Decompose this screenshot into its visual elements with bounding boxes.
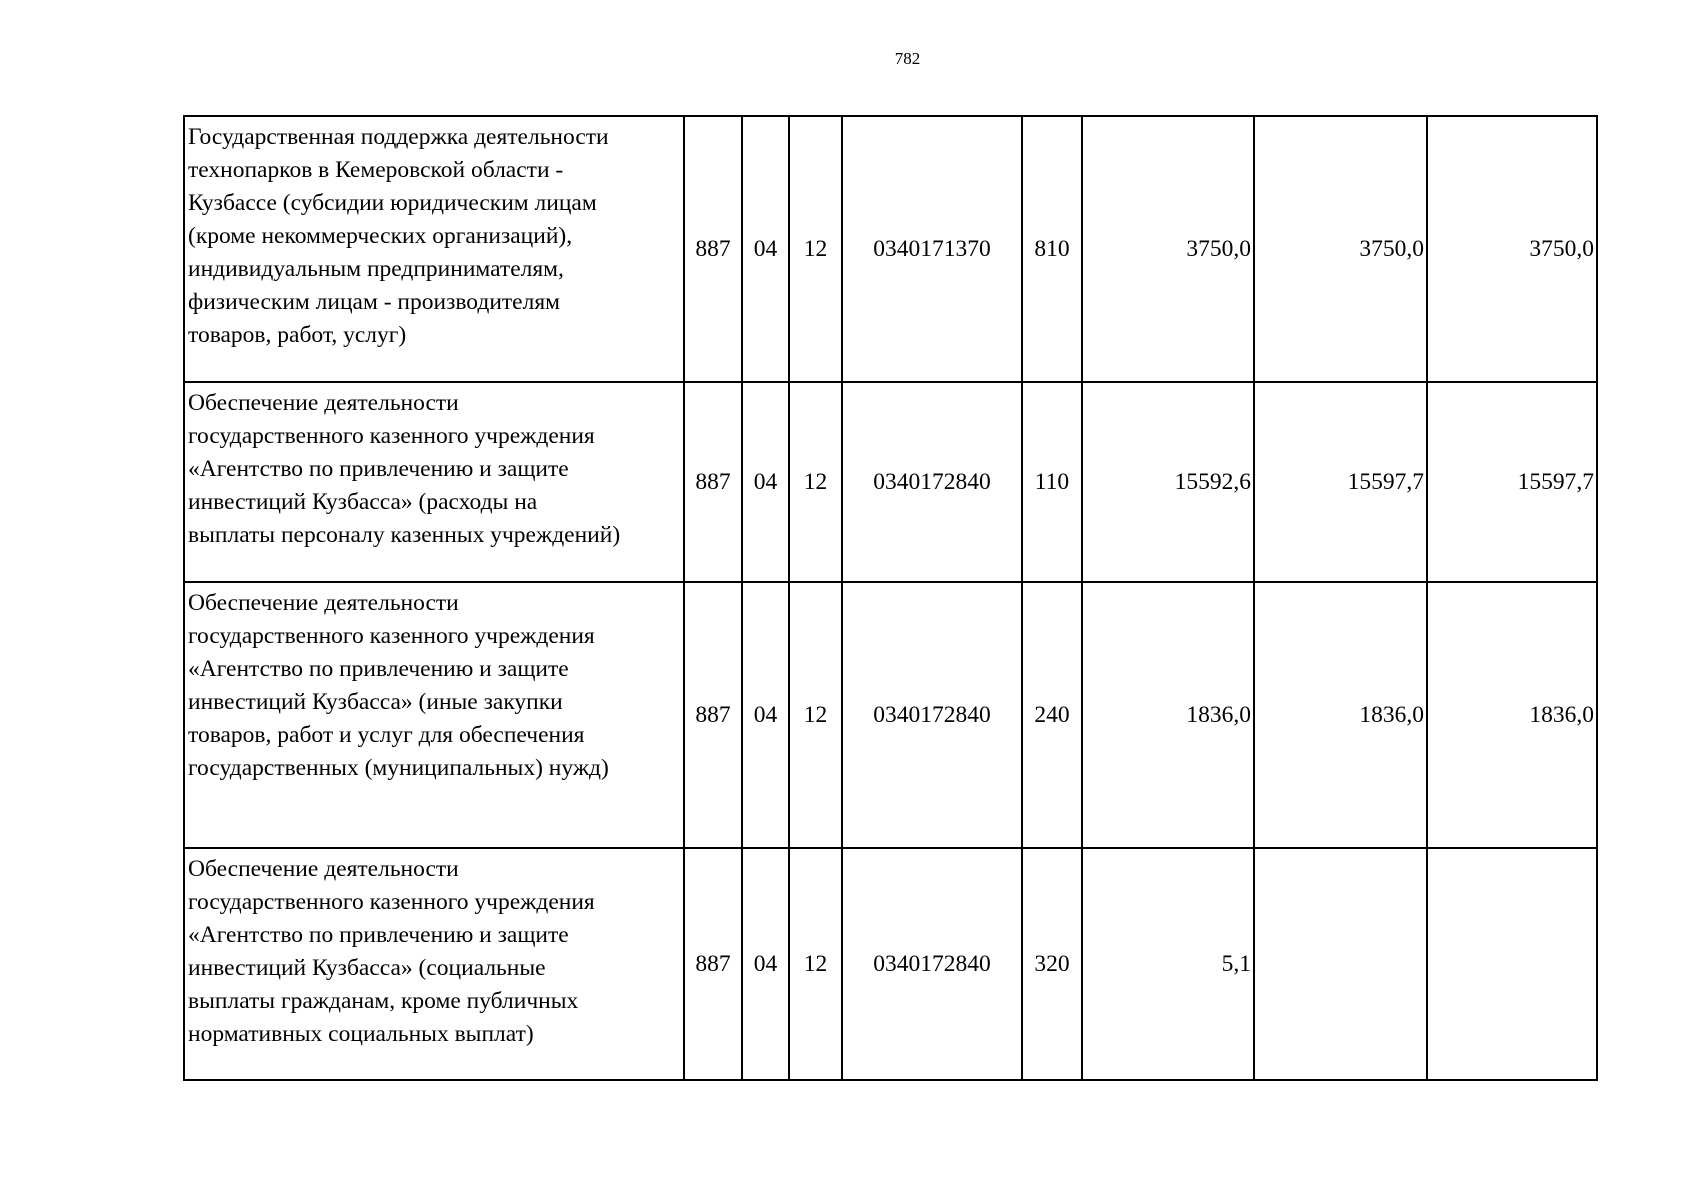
target-article-code: 0340172840	[842, 848, 1022, 1080]
row-description: Государственная поддержка деятельности технопарков в Кемеровской области - Кузбассе (субсидии юридическим лицам (кроме некоммерческих организаций), индивидуальным предпринимателям, физическим лицам - производителям товаров, работ, услуг)	[184, 116, 684, 382]
subsection-code: 12	[789, 848, 842, 1080]
expense-type-code: 110	[1022, 382, 1082, 582]
table-row	[184, 582, 1597, 848]
subsection-code: 12	[789, 382, 842, 582]
amount-year-1: 15592,6	[1082, 382, 1254, 582]
amount-year-3: 3750,0	[1427, 116, 1597, 382]
ministry-code: 887	[684, 582, 742, 848]
row-description: Обеспечение деятельности государственного казенного учреждения «Агентство по привлечению и защите инвестиций Кузбасса» (социальные выплаты гражданам, кроме публичных нормативных социальных выплат)	[184, 848, 684, 1080]
subsection-code: 12	[789, 116, 842, 382]
budget-table	[183, 115, 1598, 1081]
table-row	[184, 848, 1597, 1080]
row-description: Обеспечение деятельности государственного казенного учреждения «Агентство по привлечению и защите инвестиций Кузбасса» (иные закупки товаров, работ и услуг для обеспечения государственных (муниципальных) нужд)	[184, 582, 684, 848]
target-article-code: 0340172840	[842, 382, 1022, 582]
amount-year-3: 15597,7	[1427, 382, 1597, 582]
amount-year-3: 1836,0	[1427, 582, 1597, 848]
ministry-code: 887	[684, 382, 742, 582]
table-row	[184, 382, 1597, 582]
expense-type-code: 810	[1022, 116, 1082, 382]
target-article-code: 0340172840	[842, 582, 1022, 848]
section-code: 04	[742, 848, 789, 1080]
section-code: 04	[742, 582, 789, 848]
amount-year-1: 5,1	[1082, 848, 1254, 1080]
expense-type-code: 240	[1022, 582, 1082, 848]
target-article-code: 0340171370	[842, 116, 1022, 382]
amount-year-3	[1427, 848, 1597, 1080]
amount-year-1: 3750,0	[1082, 116, 1254, 382]
subsection-code: 12	[789, 582, 842, 848]
row-description: Обеспечение деятельности государственного казенного учреждения «Агентство по привлечению и защите инвестиций Кузбасса» (расходы на выплаты персоналу казенных учреждений)	[184, 382, 684, 582]
amount-year-2: 15597,7	[1254, 382, 1427, 582]
section-code: 04	[742, 382, 789, 582]
page-number: 782	[894, 49, 921, 68]
ministry-code: 887	[684, 848, 742, 1080]
amount-year-2: 3750,0	[1254, 116, 1427, 382]
amount-year-2: 1836,0	[1254, 582, 1427, 848]
table-row	[184, 116, 1597, 382]
expense-type-code: 320	[1022, 848, 1082, 1080]
ministry-code: 887	[684, 116, 742, 382]
section-code: 04	[742, 116, 789, 382]
amount-year-1: 1836,0	[1082, 582, 1254, 848]
amount-year-2	[1254, 848, 1427, 1080]
